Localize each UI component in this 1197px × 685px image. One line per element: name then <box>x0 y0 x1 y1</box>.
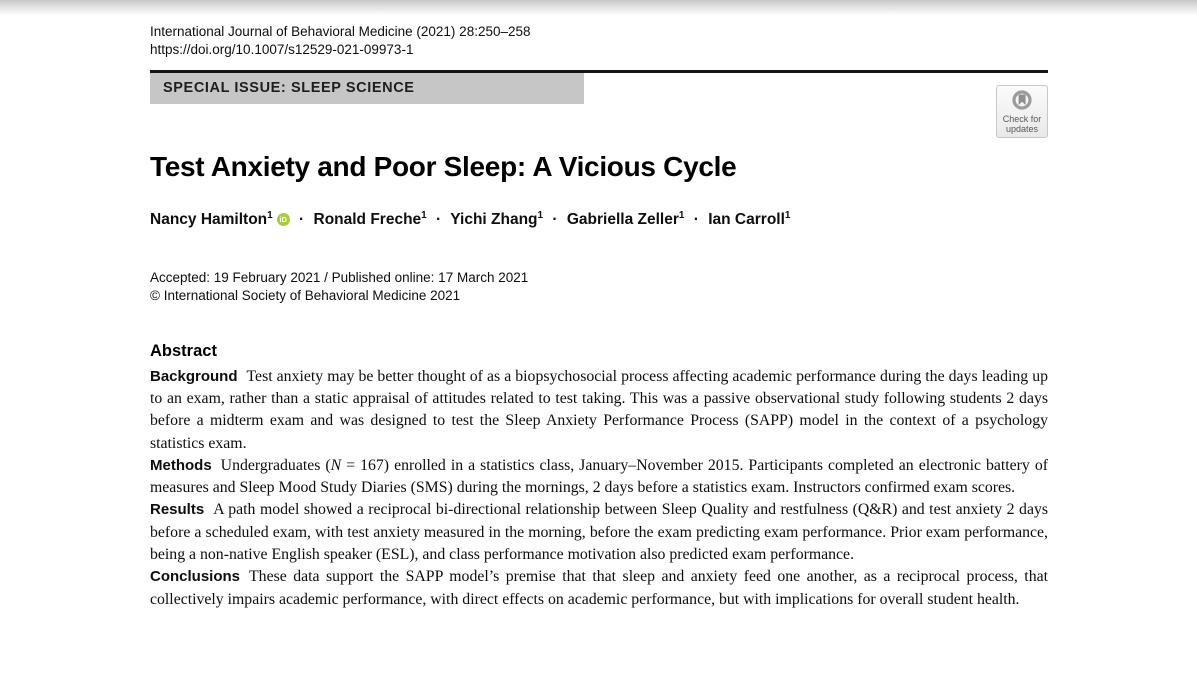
abstract-section-label: Methods <box>150 456 212 474</box>
author-separator: · <box>693 210 699 228</box>
author: Ian Carroll$^1$ <box>708 209 791 228</box>
affiliation-mark: 1 <box>678 209 685 221</box>
author-separator: · <box>436 210 442 228</box>
affiliation-mark: 1 <box>267 209 273 221</box>
page-content <box>150 0 1048 611</box>
abstract-section-conclusions <box>150 566 1048 611</box>
abstract-section-methods <box>150 455 1048 500</box>
orcid-icon[interactable]: iD <box>277 213 290 226</box>
author-line <box>150 210 1048 229</box>
journal-citation: International Journal of Behavioral Medicine (2021) 28:250–258 <box>150 24 531 39</box>
abstract-section-label: Results <box>150 501 205 519</box>
accepted-line: Accepted: 19 February 2021 / Published online: 17 March 2021 <box>150 269 529 285</box>
journal-header <box>150 0 1048 59</box>
abstract-section-text: Undergraduates (N = 167) enrolled in a statistics class, January–November 2015. Participants completed an electronic battery of measures and Sleep Mood Study Diaries (SMS) during the mornings, 2 days before a statistics exam. Instructors confirmed exam scores. <box>150 456 1048 497</box>
author: Gabriella Zeller$^1$ <box>566 209 685 228</box>
affiliation-mark: 1 <box>537 209 544 221</box>
check-for-updates-badge[interactable] <box>996 85 1048 138</box>
abstract-section-label: Conclusions <box>150 568 241 586</box>
abstract-body <box>150 366 1048 611</box>
check-updates-icon <box>1009 88 1035 114</box>
copyright-line: © International Society of Behavioral Medicine 2021 <box>150 287 461 303</box>
abstract-heading: Abstract <box>150 341 217 360</box>
article-title: Test Anxiety and Poor Sleep: A Vicious Cycle <box>150 150 737 182</box>
author-separator: · <box>299 210 305 228</box>
abstract-section-text: Test anxiety may be better thought of as a biopsychosocial process affecting academic performance during the days leading up to an exam, rather than a static appraisal of attitudes related to test taking. This was a passive observational study following students 2 days before a midterm exam and was designed to test the Sleep Anxiety Performance Process (SAPP) model in the context of a psychology statistics exam. <box>150 367 1048 452</box>
special-issue-banner: SPECIAL ISSUE: SLEEP SCIENCE <box>150 73 584 104</box>
affiliation-mark: 1 <box>421 209 427 221</box>
abstract-section-results <box>150 499 1048 566</box>
author: Ronald Freche$^1$ <box>313 209 427 228</box>
abstract-section-label: Background <box>150 367 238 385</box>
author: Yichi Zhang$^1$ <box>450 209 544 228</box>
publication-dates <box>150 269 1048 305</box>
author: Nancy Hamilton$^1$ iD <box>150 211 290 228</box>
author-separator: · <box>552 210 558 228</box>
abstract-section-text: These data support the SAPP model’s premise that that sleep and anxiety feed one another, as a reciprocal process, that collectively impairs academic performance, with direct effects on academic performance, but with implications for overall student health. <box>150 568 1048 608</box>
affiliation-mark: 1 <box>784 209 791 221</box>
abstract-section-text: A path model showed a reciprocal bi-directional relationship between Sleep Quality and restfulness (Q&R) and test anxiety 2 days before a scheduled exam, with test anxiety measured in the morning, before the exam predicting exam performance. Prior exam performance, being a non-native English speaker (ESL), and class performance motivation also predicted exam performance. <box>150 501 1048 564</box>
doi-line: https://doi.org/10.1007/s12529-021-09973-1 <box>150 42 414 57</box>
check-updates-label: Check for updates <box>1002 114 1042 134</box>
abstract-section-background <box>150 366 1048 455</box>
